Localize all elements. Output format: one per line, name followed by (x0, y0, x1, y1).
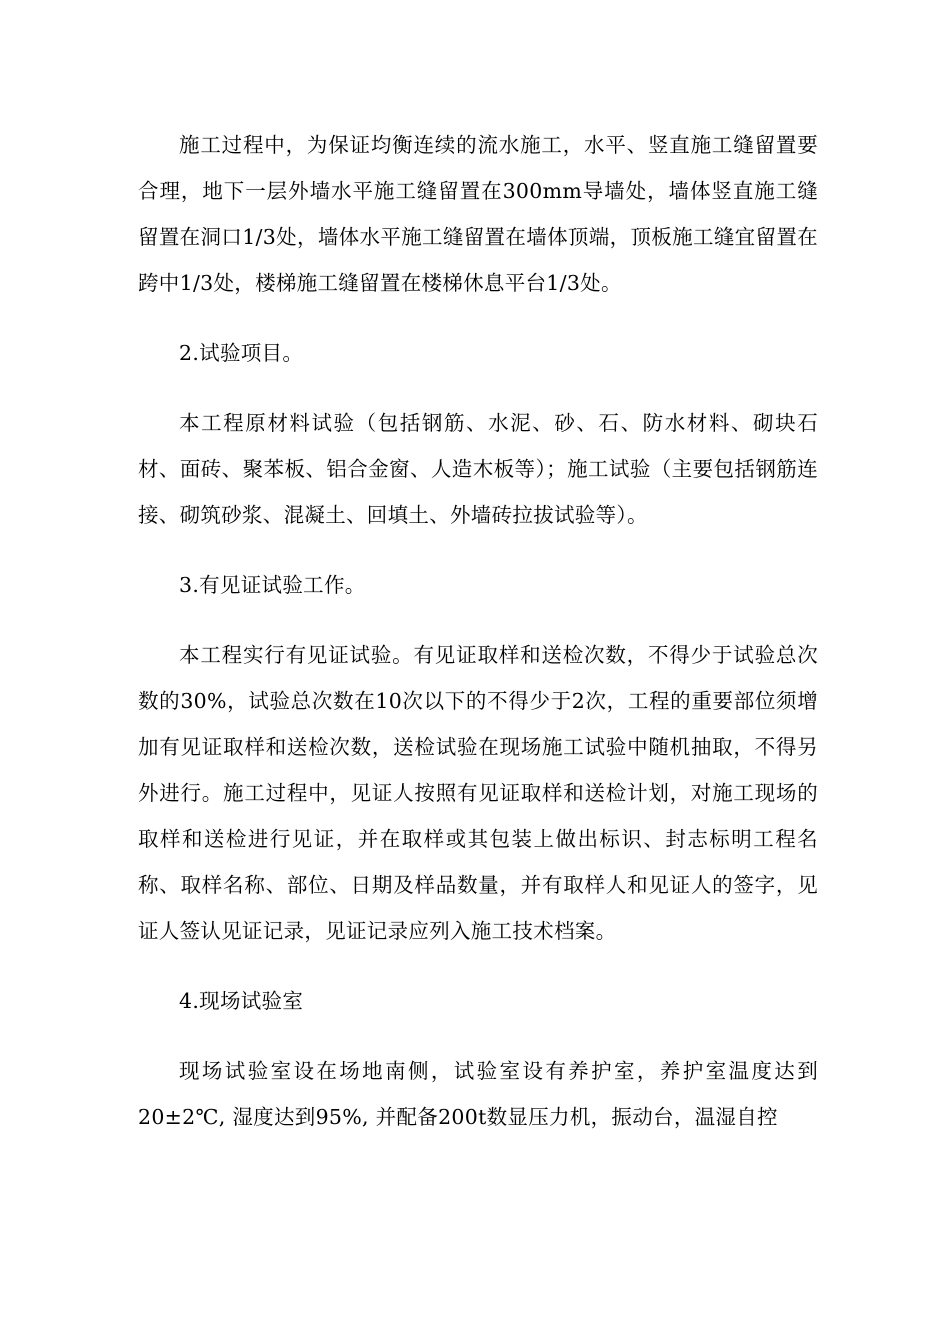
heading-site-laboratory: 4.现场试验室 (179, 989, 304, 1013)
heading-witness-testing: 3.有见证试验工作。 (179, 573, 366, 597)
paragraph-test-items: 本工程原材料试验（包括钢筋、水泥、砂、石、防水材料、砌块石材、面砖、聚苯板、铝合金窗、人造木板等）；施工试验（主要包括钢筋连接、砌筑砂浆、混凝土、回填土、外墙砖拉拔试验等）。 (138, 411, 818, 527)
document-page (138, 122, 818, 1140)
paragraph-construction-joints: 施工过程中，为保证均衡连续的流水施工，水平、竖直施工缝留置要合理，地下一层外墙水平施工缝留置在300mm导墙处，墙体竖直施工缝留置在洞口1/3处，墙体水平施工缝留置在墙体顶端，顶板施工缝宜留置在跨中1/3处，楼梯施工缝留置在楼梯休息平台1/3处。 (138, 133, 818, 295)
paragraph-witness-testing: 本工程实行有见证试验。有见证取样和送检次数，不得少于试验总次数的30%，试验总次数在10次以下的不得少于2次，工程的重要部位须增加有见证取样和送检次数，送检试验在现场施工试验中随机抽取，不得另外进行。施工过程中，见证人按照有见证取样和送检计划，对施工现场的取样和送检进行见证，并在取样或其包装上做出标识、封志标明工程名称、取样名称、部位、日期及样品数量，并有取样人和见证人的签字，见证人签认见证记录，见证记录应列入施工技术档案。 (138, 643, 818, 943)
heading-test-items: 2.试验项目。 (179, 341, 304, 365)
paragraph-site-laboratory: 现场试验室设在场地南侧，试验室设有养护室，养护室温度达到20±2℃, 湿度达到95%, 并配备200t数显压力机，振动台，温湿自控 (138, 1059, 818, 1129)
